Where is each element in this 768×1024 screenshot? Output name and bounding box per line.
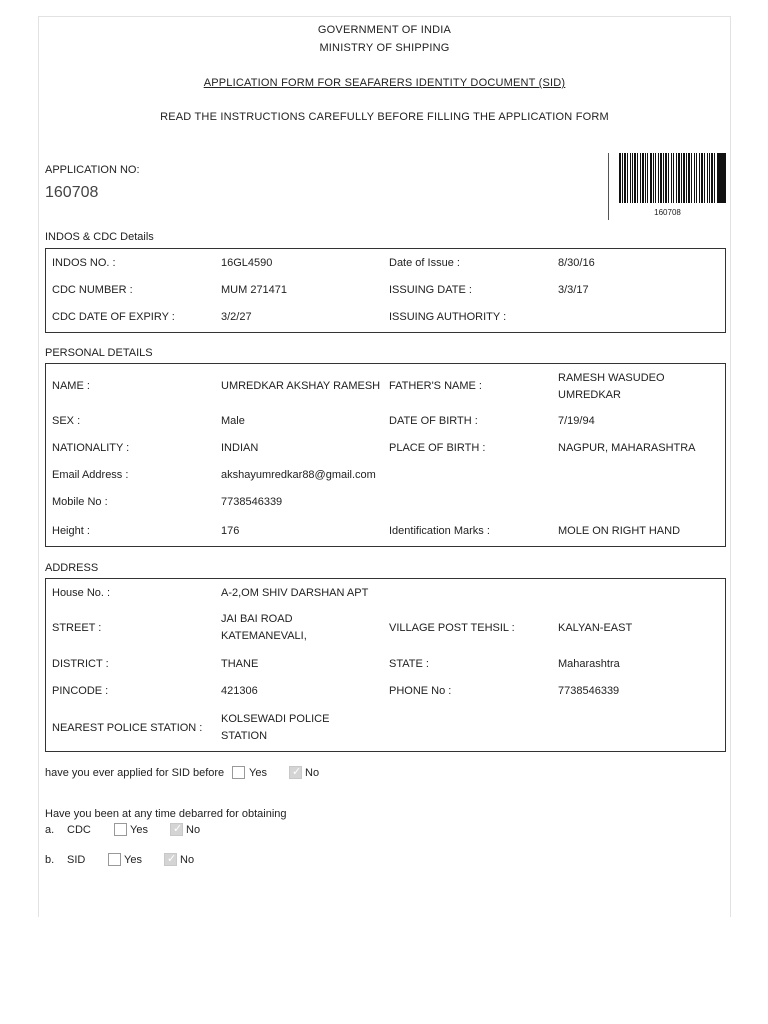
header-ministry: MINISTRY OF SHIPPING	[319, 42, 450, 54]
field-value: 176	[221, 524, 240, 537]
field-label: NEAREST POLICE STATION :	[52, 721, 203, 734]
address-row	[46, 650, 725, 678]
indos-row	[46, 250, 725, 277]
field-value: Male	[221, 415, 245, 427]
sid-before-no-checkbox[interactable]	[289, 766, 302, 779]
debarred-b-marker: b.	[45, 854, 55, 866]
field-value: 421306	[221, 685, 258, 697]
field-value	[558, 489, 723, 516]
field-value: THANE	[221, 657, 259, 670]
field-label: STATE :	[389, 657, 429, 670]
debarred-sid-no-label: No	[180, 854, 195, 866]
debarred-sid-label: SID	[67, 854, 86, 866]
instructions-text: READ THE INSTRUCTIONS CAREFULLY BEFORE FILLING THE APPLICATION FORM	[160, 111, 609, 123]
barcode	[608, 153, 726, 220]
field-value: 3/3/17	[558, 284, 589, 296]
address-box	[45, 578, 726, 752]
field-label: STREET :	[52, 621, 102, 634]
field-value: KALYAN-EAST	[558, 621, 633, 634]
sid-before-no-label: No	[305, 767, 320, 779]
field-value: KOLSEWADI POLICE STATION	[221, 713, 330, 742]
sid-before-question: have you ever applied for SID before	[45, 767, 225, 779]
personal-row	[46, 365, 725, 408]
section-title-personal: PERSONAL DETAILS	[45, 347, 153, 359]
field-label: DISTRICT :	[52, 657, 109, 670]
field-value: UMREDKAR AKSHAY RAMESH	[221, 380, 381, 392]
barcode-image	[619, 153, 726, 203]
debarred-question: Have you been at any time debarred for obtaining	[45, 808, 287, 820]
address-row	[46, 607, 725, 649]
field-value	[558, 304, 723, 331]
section-title-indos: INDOS & CDC Details	[45, 231, 154, 243]
application-form-page	[38, 16, 731, 917]
field-value: 7738546339	[221, 496, 283, 508]
field-label: House No. :	[52, 587, 111, 599]
form-title: APPLICATION FORM FOR SEAFARERS IDENTITY DOCUMENT (SID)	[203, 77, 566, 89]
field-label: ISSUING DATE :	[389, 284, 472, 296]
field-value: 16GL4590	[221, 257, 273, 269]
personal-row	[46, 408, 725, 435]
debarred-sid-yes-label: Yes	[124, 854, 142, 866]
field-label	[389, 706, 554, 750]
field-value: MOLE ON RIGHT HAND	[558, 524, 681, 537]
address-row	[46, 580, 725, 607]
field-label: INDOS NO. :	[52, 257, 116, 269]
personal-details-box	[45, 363, 726, 547]
personal-row	[46, 489, 725, 516]
debarred-sid-yes-checkbox[interactable]	[108, 853, 121, 866]
indos-row	[46, 277, 725, 304]
field-label: ISSUING AUTHORITY :	[389, 311, 507, 323]
field-label: Date of Issue :	[389, 257, 460, 269]
field-label: Email Address :	[52, 469, 129, 481]
debarred-a-marker: a.	[45, 824, 55, 836]
debarred-cdc-yes-checkbox[interactable]	[114, 823, 127, 836]
address-row	[46, 706, 725, 750]
field-label: NAME :	[52, 380, 90, 392]
field-value: JAI BAI ROAD KATEMANEVALI,	[221, 613, 307, 642]
field-value: RAMESH WASUDEO UMREDKAR	[558, 371, 665, 401]
debarred-cdc-no-label: No	[186, 824, 201, 836]
field-label: SEX :	[52, 415, 81, 427]
field-value	[558, 706, 723, 750]
section-title-address: ADDRESS	[45, 562, 99, 574]
field-value: MUM 271471	[221, 284, 288, 296]
field-label: DATE OF BIRTH :	[389, 415, 478, 427]
field-value: akshayumredkar88@gmail.com	[221, 469, 376, 481]
field-value: A-2,OM SHIV DARSHAN APT	[221, 587, 369, 599]
application-no-label: APPLICATION NO:	[45, 164, 140, 176]
field-label	[389, 489, 554, 516]
header-government: GOVERNMENT OF INDIA	[317, 24, 452, 36]
field-value: NAGPUR, MAHARASHTRA	[558, 442, 696, 454]
field-value: Maharashtra	[558, 657, 620, 670]
field-value	[558, 462, 723, 489]
field-label: Identification Marks :	[389, 524, 490, 537]
field-value: 3/2/27	[221, 311, 252, 323]
field-label: PLACE OF BIRTH :	[389, 442, 486, 454]
field-label: PHONE No :	[389, 685, 452, 697]
field-label: PINCODE :	[52, 685, 109, 697]
personal-row	[46, 462, 725, 489]
field-label: FATHER'S NAME :	[389, 380, 482, 392]
field-label: Mobile No :	[52, 496, 108, 508]
field-value	[558, 580, 723, 607]
field-value: 7/19/94	[558, 415, 595, 427]
debarred-cdc-yes-label: Yes	[130, 824, 148, 836]
debarred-sid-no-checkbox[interactable]	[164, 853, 177, 866]
indos-cdc-box	[45, 248, 726, 333]
personal-row	[46, 517, 725, 545]
sid-before-yes-label: Yes	[249, 767, 267, 779]
personal-row	[46, 435, 725, 462]
field-value: 8/30/16	[558, 257, 595, 269]
indos-row	[46, 304, 725, 331]
application-no-value: 160708	[45, 184, 99, 201]
field-label: CDC NUMBER :	[52, 284, 133, 296]
address-row	[46, 678, 725, 705]
field-value: INDIAN	[221, 442, 259, 454]
field-label: NATIONALITY :	[52, 442, 130, 454]
field-label	[389, 580, 554, 607]
barcode-number: 160708	[654, 208, 681, 217]
debarred-cdc-no-checkbox[interactable]	[170, 823, 183, 836]
sid-before-yes-checkbox[interactable]	[232, 766, 245, 779]
field-label: Height :	[52, 524, 90, 537]
field-label: VILLAGE POST TEHSIL :	[389, 621, 515, 634]
debarred-cdc-label: CDC	[67, 824, 91, 836]
field-label	[389, 462, 554, 489]
field-value: 7738546339	[558, 685, 620, 697]
field-label: CDC DATE OF EXPIRY :	[52, 311, 175, 323]
